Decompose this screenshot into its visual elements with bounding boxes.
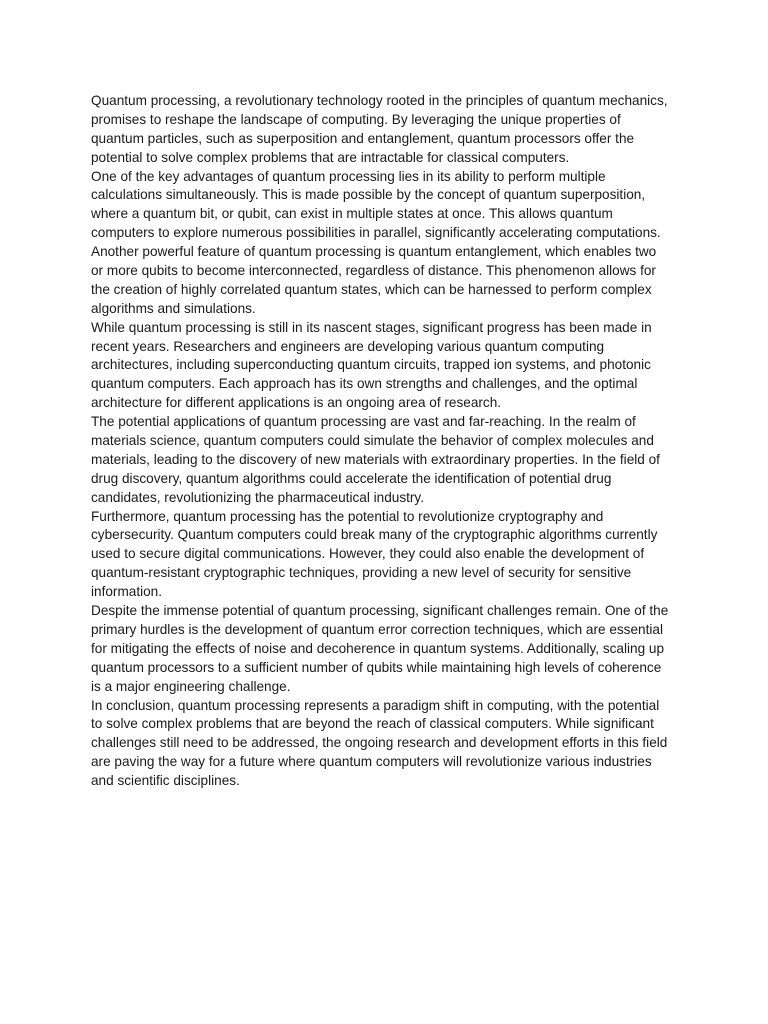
text-line: quantum processors to a sufficient number of qubits while maintaining high levels of coherence <box>91 659 662 675</box>
text-line: calculations simultaneously. This is made possible by the concept of quantum superposition, <box>91 187 646 203</box>
text-line: Another powerful feature of quantum processing is quantum entanglement, which enables two <box>91 244 657 260</box>
text-line: Quantum processing, a revolutionary technology rooted in the principles of quantum mechanics, <box>91 93 668 108</box>
text-line: Despite the immense potential of quantum processing, significant challenges remain. One of the <box>91 603 669 619</box>
text-line: architecture for different applications is an ongoing area of research. <box>91 395 502 411</box>
text-line: the creation of highly correlated quantum states, which can be harnessed to perform complex <box>91 281 652 297</box>
text-line: materials, leading to the discovery of new materials with extraordinary properties. In the field of <box>91 451 660 467</box>
text-line: quantum particles, such as superposition and entanglement, quantum processors offer the <box>91 130 635 146</box>
text-line: and scientific disciplines. <box>91 773 240 789</box>
text-line: primary hurdles is the development of quantum error correction techniques, which are essential <box>91 621 663 637</box>
text-line: quantum computers. Each approach has its own strengths and challenges, and the optimal <box>91 376 638 392</box>
text-line: computers to explore numerous possibilities in parallel, significantly accelerating computations. <box>91 225 661 241</box>
text-line: cybersecurity. Quantum computers could break many of the cryptographic algorithms currently <box>91 527 658 543</box>
text-line: to solve complex problems that are beyond the reach of classical computers. While significant <box>91 716 654 732</box>
text-line: quantum-resistant cryptographic techniques, providing a new level of security for sensitive <box>91 565 632 581</box>
text-line: potential to solve complex problems that are intractable for classical computers. <box>91 149 570 165</box>
text-line: algorithms and simulations. <box>91 300 256 316</box>
text-line: In conclusion, quantum processing represents a paradigm shift in computing, with the potential <box>91 697 660 713</box>
text-line: for mitigating the effects of noise and decoherence in quantum systems. Additionally, scaling up <box>91 640 665 656</box>
text-line: or more qubits to become interconnected, regardless of distance. This phenomenon allows for <box>91 263 656 279</box>
text-line: information. <box>91 584 163 600</box>
text-line: While quantum processing is still in its nascent stages, significant progress has been made in <box>91 319 652 335</box>
text-line: The potential applications of quantum processing are vast and far-reaching. In the realm of <box>91 414 636 430</box>
text-line: challenges still need to be addressed, the ongoing research and development efforts in this field <box>91 735 668 751</box>
text-line: Furthermore, quantum processing has the potential to revolutionize cryptography and <box>91 508 604 524</box>
text-line: used to secure digital communications. However, they could also enable the development of <box>91 546 645 562</box>
text-line: One of the key advantages of quantum processing lies in its ability to perform multiple <box>91 168 606 184</box>
text-line: promises to reshape the landscape of computing. By leveraging the unique properties of <box>91 111 621 127</box>
text-line: architectures, including superconducting quantum circuits, trapped ion systems, and photonic <box>91 357 651 373</box>
body-text <box>91 92 691 791</box>
text-line: recent years. Researchers and engineers are developing various quantum computing <box>91 338 605 354</box>
text-line: where a quantum bit, or qubit, can exist in multiple states at once. This allows quantum <box>91 206 613 222</box>
text-line: are paving the way for a future where quantum computers will revolutionize various industries <box>91 754 652 770</box>
text-line: materials science, quantum computers could simulate the behavior of complex molecules and <box>91 433 654 449</box>
text-line: drug discovery, quantum algorithms could accelerate the identification of potential drug <box>91 470 612 486</box>
text-line: candidates, revolutionizing the pharmaceutical industry. <box>91 489 424 505</box>
text-line: is a major engineering challenge. <box>91 678 291 694</box>
